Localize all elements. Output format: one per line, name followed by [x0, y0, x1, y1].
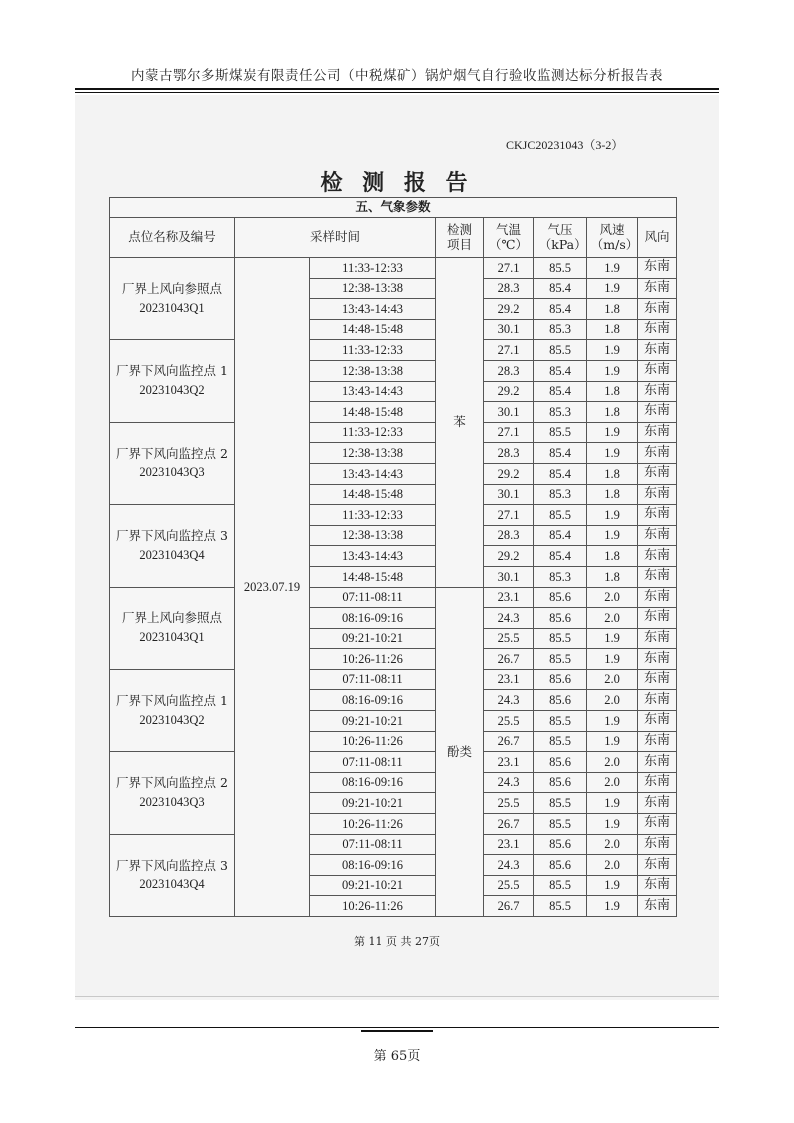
point-code: 20231043Q2 [139, 712, 205, 727]
column-header-item-text: 检测项目 [446, 222, 472, 252]
table-row [110, 422, 677, 443]
wind-speed-cell: 1.9 [587, 875, 638, 896]
point-cell [110, 834, 235, 916]
point-name: 厂界下风向监控点 2 [116, 445, 228, 461]
temperature-cell: 30.1 [484, 484, 534, 505]
table-row [110, 587, 677, 608]
wind-speed-cell: 1.9 [587, 525, 638, 546]
document-header-title: 内蒙古鄂尔多斯煤炭有限责任公司（中税煤矿）锅炉烟气自行验收监测达标分析报告表 [131, 68, 663, 84]
sampling-time-cell: 13:43-14:43 [310, 299, 436, 320]
footer-mark [361, 1030, 433, 1032]
temperature-cell: 25.5 [484, 711, 534, 732]
wind-speed-cell: 2.0 [587, 669, 638, 690]
pressure-cell: 85.5 [534, 340, 587, 361]
temperature-cell: 30.1 [484, 566, 534, 587]
pressure-cell: 85.6 [534, 669, 587, 690]
temperature-cell: 28.3 [484, 525, 534, 546]
sampling-time-cell: 11:33-12:33 [310, 505, 436, 526]
wind-direction-cell: 东南 [638, 690, 677, 711]
pressure-cell: 85.4 [534, 299, 587, 320]
wind-direction-cell: 东南 [638, 772, 677, 793]
sampling-time-cell: 11:33-12:33 [310, 258, 436, 279]
point-code: 20231043Q4 [139, 877, 205, 892]
temperature-cell: 26.7 [484, 649, 534, 670]
pressure-cell: 85.6 [534, 752, 587, 773]
point-code: 20231043Q3 [139, 465, 205, 480]
pressure-cell: 85.3 [534, 484, 587, 505]
point-code: 20231043Q3 [139, 794, 205, 809]
column-header-wind-speed-text: 风速（m/s） [590, 222, 639, 252]
wind-direction-cell: 东南 [638, 443, 677, 464]
temperature-cell: 28.3 [484, 278, 534, 299]
column-header-wind-speed [587, 218, 638, 258]
temperature-cell: 30.1 [484, 319, 534, 340]
wind-speed-cell: 1.9 [587, 628, 638, 649]
wind-direction-cell: 东南 [638, 505, 677, 526]
pressure-cell: 85.4 [534, 443, 587, 464]
wind-direction-cell: 东南 [638, 793, 677, 814]
temperature-cell: 30.1 [484, 402, 534, 423]
sampling-time-cell: 10:26-11:26 [310, 896, 436, 917]
temperature-cell: 28.3 [484, 443, 534, 464]
point-code: 20231043Q1 [139, 300, 205, 315]
point-name: 厂界下风向监控点 3 [116, 857, 228, 873]
table-row [110, 669, 677, 690]
temperature-cell: 29.2 [484, 299, 534, 320]
sampling-time-cell: 11:33-12:33 [310, 422, 436, 443]
wind-direction-cell: 东南 [638, 525, 677, 546]
sampling-time-cell: 14:48-15:48 [310, 319, 436, 340]
wind-direction-cell: 东南 [638, 587, 677, 608]
pressure-cell: 85.6 [534, 834, 587, 855]
pressure-cell: 85.4 [534, 463, 587, 484]
wind-speed-cell: 1.9 [587, 360, 638, 381]
meteorological-table [109, 197, 677, 917]
pressure-cell: 85.3 [534, 566, 587, 587]
temperature-cell: 24.3 [484, 855, 534, 876]
sampling-time-cell: 14:48-15:48 [310, 402, 436, 423]
point-name: 厂界下风向监控点 2 [116, 775, 228, 791]
temperature-cell: 25.5 [484, 875, 534, 896]
wind-speed-cell: 1.8 [587, 319, 638, 340]
temperature-cell: 27.1 [484, 340, 534, 361]
point-cell [110, 340, 235, 422]
wind-speed-cell: 1.9 [587, 258, 638, 279]
temperature-cell: 29.2 [484, 546, 534, 567]
pressure-cell: 85.6 [534, 587, 587, 608]
pressure-cell: 85.5 [534, 814, 587, 835]
wind-direction-cell: 东南 [638, 319, 677, 340]
sampling-time-cell: 14:48-15:48 [310, 566, 436, 587]
pressure-cell: 85.6 [534, 772, 587, 793]
wind-direction-cell: 东南 [638, 814, 677, 835]
wind-speed-cell: 1.9 [587, 814, 638, 835]
table-row [110, 505, 677, 526]
temperature-cell: 25.5 [484, 628, 534, 649]
wind-speed-cell: 1.8 [587, 299, 638, 320]
pressure-cell: 85.6 [534, 608, 587, 629]
table-row [110, 834, 677, 855]
temperature-cell: 27.1 [484, 505, 534, 526]
wind-direction-cell: 东南 [638, 566, 677, 587]
wind-speed-cell: 1.9 [587, 731, 638, 752]
wind-speed-cell: 1.9 [587, 443, 638, 464]
wind-speed-cell: 1.8 [587, 566, 638, 587]
temperature-cell: 23.1 [484, 752, 534, 773]
wind-speed-cell: 1.8 [587, 381, 638, 402]
pressure-cell: 85.4 [534, 360, 587, 381]
point-name: 厂界下风向监控点 1 [116, 692, 228, 708]
wind-speed-cell: 2.0 [587, 608, 638, 629]
wind-direction-cell: 东南 [638, 402, 677, 423]
pressure-cell: 85.5 [534, 731, 587, 752]
sampling-time-cell: 08:16-09:16 [310, 855, 436, 876]
wind-speed-cell: 1.9 [587, 340, 638, 361]
pressure-cell: 85.5 [534, 258, 587, 279]
pressure-cell: 85.6 [534, 855, 587, 876]
temperature-cell: 26.7 [484, 814, 534, 835]
wind-direction-cell: 东南 [638, 381, 677, 402]
wind-speed-cell: 1.9 [587, 505, 638, 526]
column-header-wind-direction: 风向 [638, 218, 677, 258]
wind-speed-cell: 2.0 [587, 690, 638, 711]
wind-speed-cell: 1.9 [587, 793, 638, 814]
point-name: 厂界下风向监控点 1 [116, 363, 228, 379]
temperature-cell: 29.2 [484, 463, 534, 484]
wind-direction-cell: 东南 [638, 649, 677, 670]
wind-speed-cell: 1.9 [587, 711, 638, 732]
sampling-time-cell: 10:26-11:26 [310, 649, 436, 670]
header-rule-thin [75, 92, 719, 93]
sampling-time-cell: 08:16-09:16 [310, 690, 436, 711]
sampling-time-cell: 08:16-09:16 [310, 608, 436, 629]
sampling-time-cell: 10:26-11:26 [310, 731, 436, 752]
point-cell [110, 587, 235, 669]
wind-direction-cell: 东南 [638, 484, 677, 505]
inner-page-number: 第 11 页 共 27页 [354, 935, 440, 948]
sampling-time-cell: 08:16-09:16 [310, 772, 436, 793]
wind-speed-cell: 1.8 [587, 463, 638, 484]
temperature-cell: 26.7 [484, 896, 534, 917]
temperature-cell: 24.3 [484, 608, 534, 629]
wind-direction-cell: 东南 [638, 875, 677, 896]
report-title: 检 测 报 告 [320, 171, 474, 196]
wind-direction-cell: 东南 [638, 731, 677, 752]
point-cell [110, 422, 235, 504]
temperature-cell: 26.7 [484, 731, 534, 752]
test-item-cell: 苯 [436, 258, 484, 588]
wind-direction-cell: 东南 [638, 278, 677, 299]
pressure-cell: 85.4 [534, 278, 587, 299]
sampling-time-cell: 09:21-10:21 [310, 628, 436, 649]
wind-direction-cell: 东南 [638, 608, 677, 629]
pressure-cell: 85.6 [534, 690, 587, 711]
wind-direction-cell: 东南 [638, 834, 677, 855]
point-code: 20231043Q4 [139, 547, 205, 562]
wind-speed-cell: 2.0 [587, 855, 638, 876]
temperature-cell: 23.1 [484, 669, 534, 690]
pressure-cell: 85.5 [534, 505, 587, 526]
point-name: 厂界上风向参照点 [121, 610, 222, 626]
sampling-time-cell: 11:33-12:33 [310, 340, 436, 361]
wind-direction-cell: 东南 [638, 299, 677, 320]
sampling-time-cell: 09:21-10:21 [310, 793, 436, 814]
pressure-cell: 85.3 [534, 319, 587, 340]
sampling-time-cell: 07:11-08:11 [310, 587, 436, 608]
wind-direction-cell: 东南 [638, 752, 677, 773]
wind-direction-cell: 东南 [638, 855, 677, 876]
column-header-pressure-text: 气压（kPa） [538, 222, 587, 252]
pressure-cell: 85.5 [534, 875, 587, 896]
temperature-cell: 23.1 [484, 834, 534, 855]
point-cell [110, 752, 235, 834]
pressure-cell: 85.4 [534, 546, 587, 567]
point-cell [110, 505, 235, 587]
temperature-cell: 23.1 [484, 587, 534, 608]
pressure-cell: 85.4 [534, 525, 587, 546]
wind-speed-cell: 1.8 [587, 484, 638, 505]
table-row [110, 752, 677, 773]
pressure-cell: 85.5 [534, 793, 587, 814]
sampling-time-cell: 07:11-08:11 [310, 752, 436, 773]
wind-speed-cell: 2.0 [587, 834, 638, 855]
sampling-time-cell: 12:38-13:38 [310, 360, 436, 381]
wind-speed-cell: 1.9 [587, 896, 638, 917]
wind-speed-cell: 1.8 [587, 402, 638, 423]
outer-page-number: 第 65页 [373, 1049, 421, 1064]
column-header-point: 点位名称及编号 [110, 218, 235, 258]
test-item-cell: 酚类 [436, 587, 484, 917]
point-name: 厂界下风向监控点 3 [116, 528, 228, 544]
point-code: 20231043Q2 [139, 383, 205, 398]
sampling-date: 2023.07.19 [235, 258, 310, 917]
wind-direction-cell: 东南 [638, 711, 677, 732]
section-heading: 五、气象参数 [110, 198, 677, 218]
point-name: 厂界上风向参照点 [121, 280, 222, 296]
column-header-sampling-time: 采样时间 [235, 218, 436, 258]
pressure-cell: 85.3 [534, 402, 587, 423]
wind-direction-cell: 东南 [638, 628, 677, 649]
table-row [110, 340, 677, 361]
sampling-time-cell: 09:21-10:21 [310, 875, 436, 896]
temperature-cell: 29.2 [484, 381, 534, 402]
wind-speed-cell: 2.0 [587, 587, 638, 608]
pressure-cell: 85.5 [534, 649, 587, 670]
sampling-time-cell: 13:43-14:43 [310, 463, 436, 484]
wind-speed-cell: 1.9 [587, 278, 638, 299]
pressure-cell: 85.5 [534, 711, 587, 732]
header-rule-thick [75, 88, 719, 90]
wind-direction-cell: 东南 [638, 669, 677, 690]
sampling-time-cell: 12:38-13:38 [310, 443, 436, 464]
sampling-time-cell: 12:38-13:38 [310, 525, 436, 546]
temperature-cell: 27.1 [484, 258, 534, 279]
temperature-cell: 24.3 [484, 772, 534, 793]
wind-direction-cell: 东南 [638, 896, 677, 917]
temperature-cell: 28.3 [484, 360, 534, 381]
wind-direction-cell: 东南 [638, 463, 677, 484]
wind-direction-cell: 东南 [638, 546, 677, 567]
pressure-cell: 85.5 [534, 896, 587, 917]
pressure-cell: 85.5 [534, 628, 587, 649]
column-header-temperature [484, 218, 534, 258]
scanned-page-edge [75, 996, 719, 997]
wind-direction-cell: 东南 [638, 422, 677, 443]
sampling-time-cell: 07:11-08:11 [310, 669, 436, 690]
sampling-time-cell: 09:21-10:21 [310, 711, 436, 732]
report-code: CKJC20231043（3-2） [506, 138, 624, 152]
wind-speed-cell: 2.0 [587, 772, 638, 793]
wind-speed-cell: 1.9 [587, 649, 638, 670]
pressure-cell: 85.4 [534, 381, 587, 402]
temperature-cell: 25.5 [484, 793, 534, 814]
column-header-temperature-text: 气温（℃） [489, 222, 528, 252]
temperature-cell: 24.3 [484, 690, 534, 711]
column-header-item [436, 218, 484, 258]
footer-rule [75, 1027, 719, 1028]
sampling-time-cell: 10:26-11:26 [310, 814, 436, 835]
point-cell [110, 258, 235, 340]
wind-speed-cell: 2.0 [587, 752, 638, 773]
table-row [110, 258, 677, 279]
sampling-time-cell: 12:38-13:38 [310, 278, 436, 299]
point-cell [110, 669, 235, 751]
wind-speed-cell: 1.8 [587, 546, 638, 567]
sampling-time-cell: 14:48-15:48 [310, 484, 436, 505]
wind-speed-cell: 1.9 [587, 422, 638, 443]
sampling-time-cell: 07:11-08:11 [310, 834, 436, 855]
temperature-cell: 27.1 [484, 422, 534, 443]
sampling-time-cell: 13:43-14:43 [310, 381, 436, 402]
wind-direction-cell: 东南 [638, 258, 677, 279]
column-header-pressure [534, 218, 587, 258]
point-code: 20231043Q1 [139, 630, 205, 645]
pressure-cell: 85.5 [534, 422, 587, 443]
wind-direction-cell: 东南 [638, 360, 677, 381]
wind-direction-cell: 东南 [638, 340, 677, 361]
sampling-time-cell: 13:43-14:43 [310, 546, 436, 567]
